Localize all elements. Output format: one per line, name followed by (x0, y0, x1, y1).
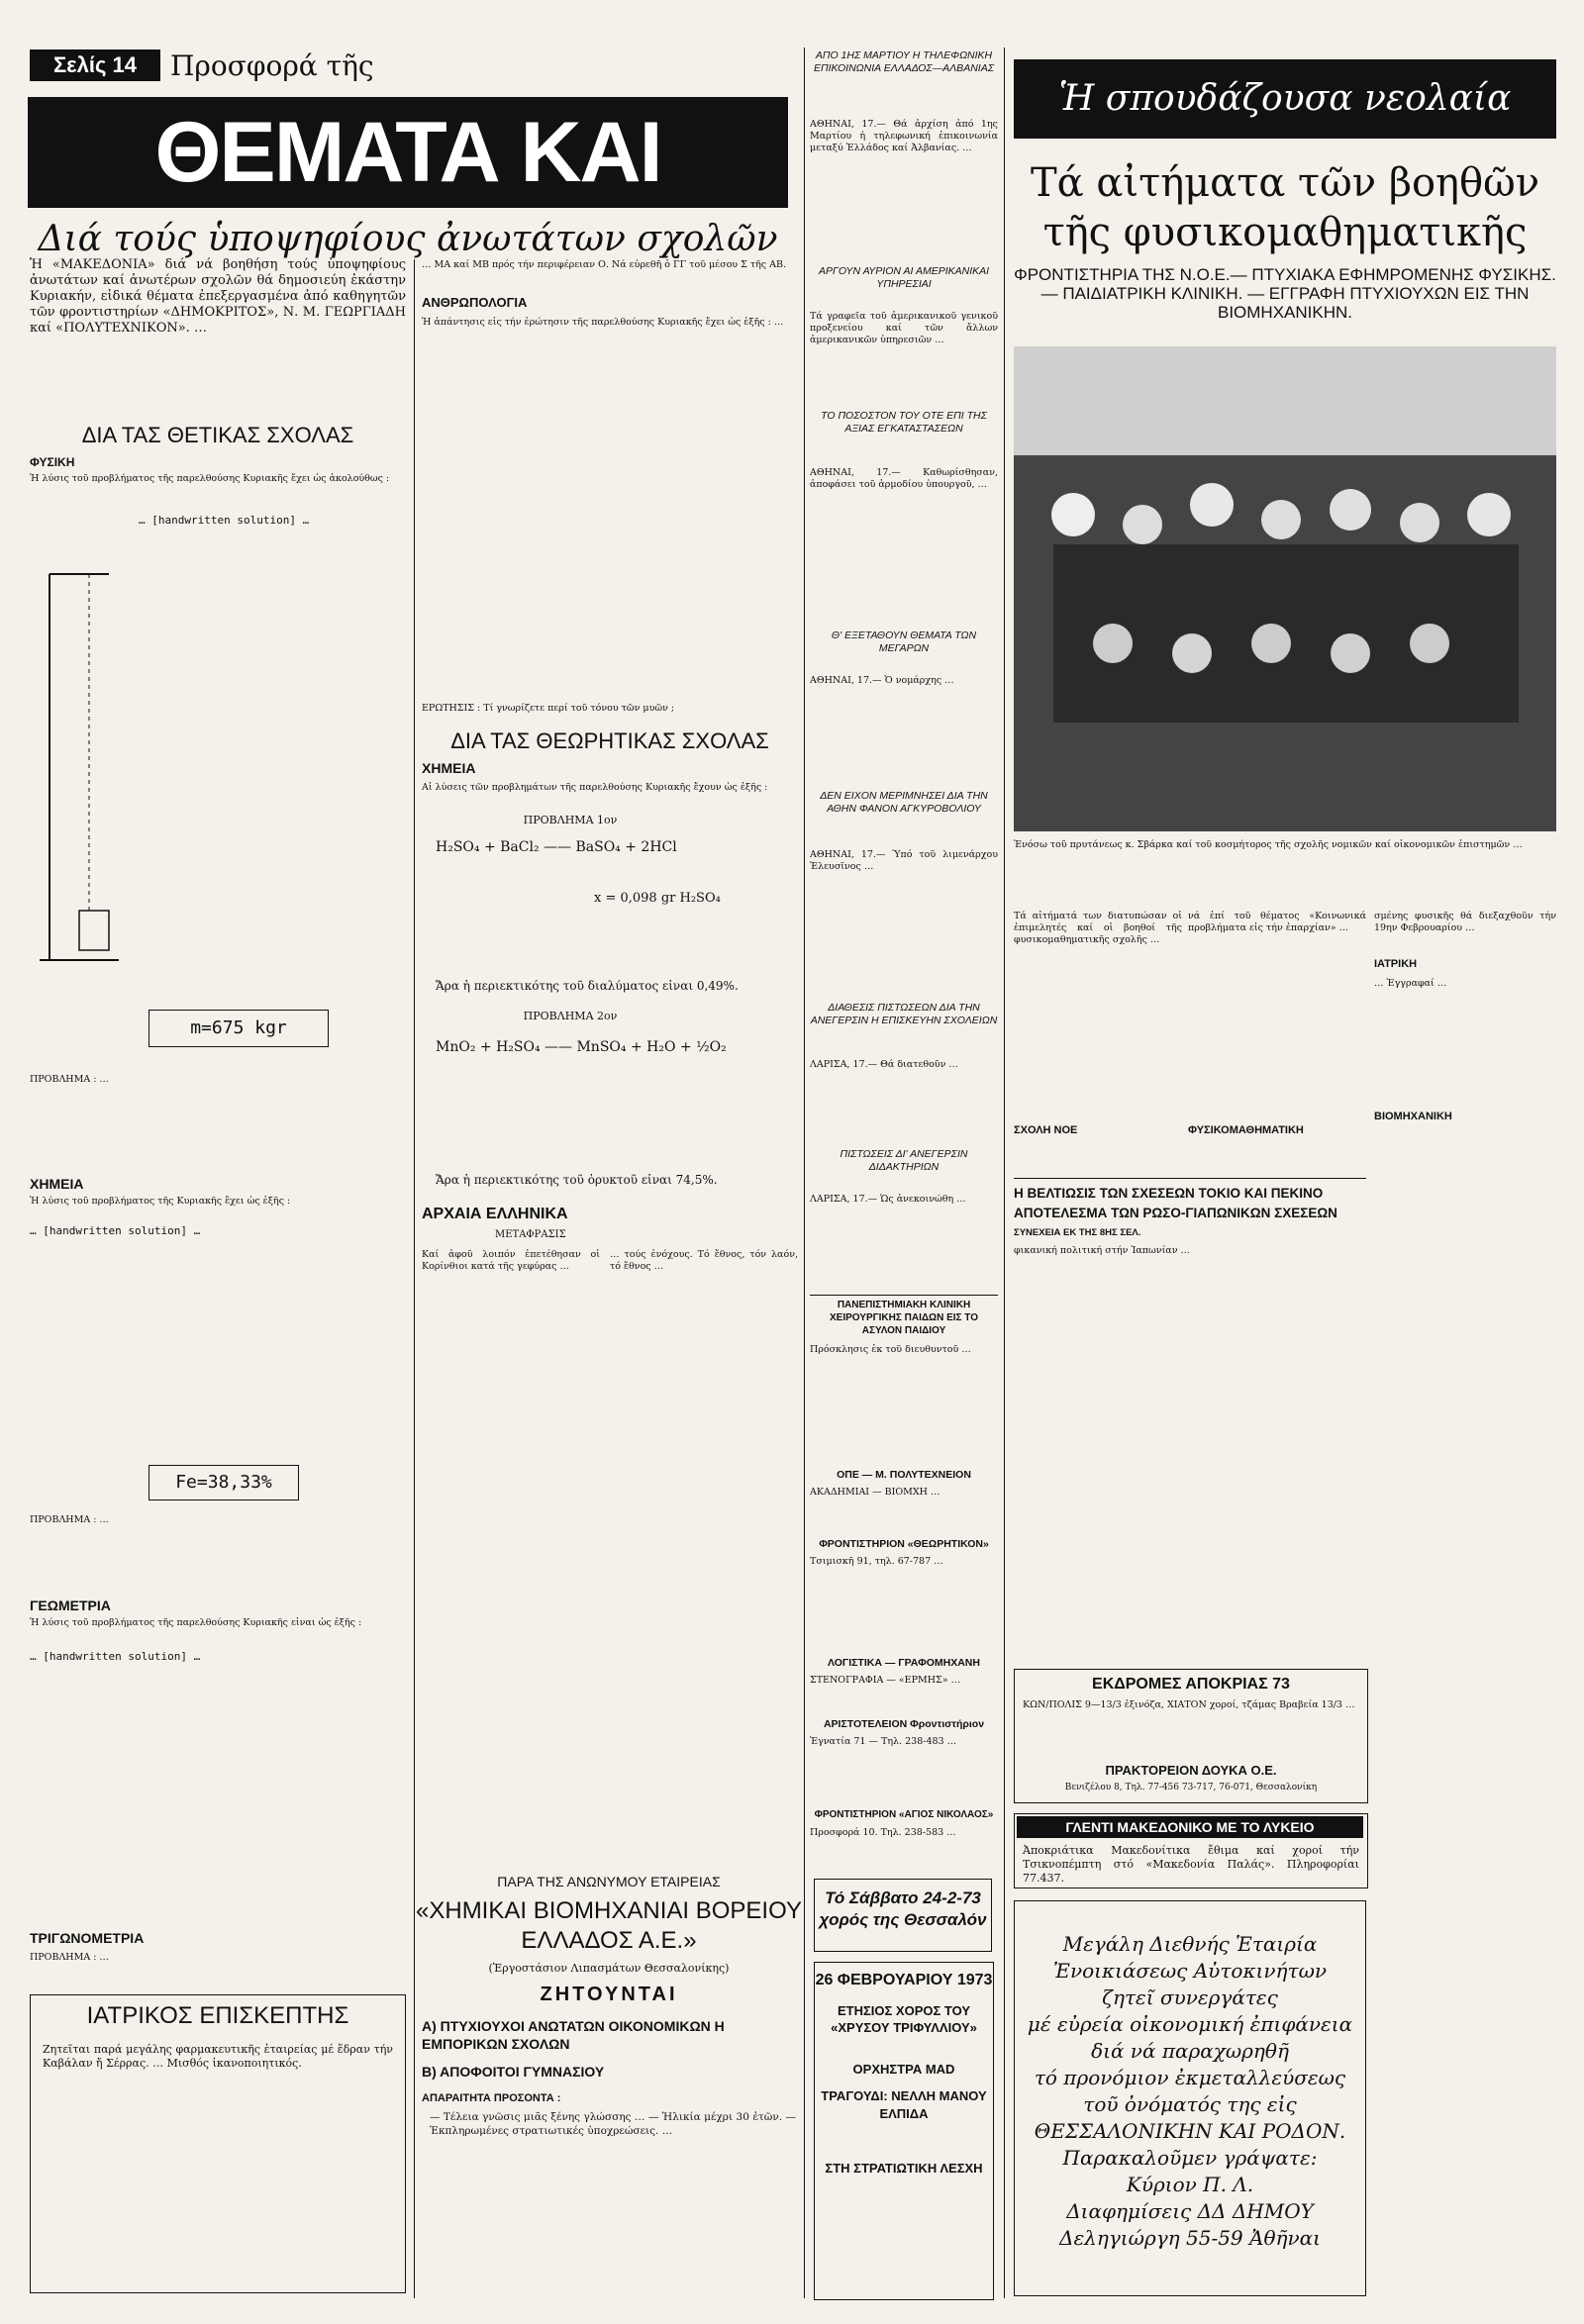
problem-1-label: ΠΡΟΒΛΗΜΑ 1ον (523, 814, 618, 826)
rental-ad-line: διά νά παραχωρηθῆ (1091, 2039, 1289, 2063)
physmath-title: ΦΥΣΙΚΟΜΑΘΗΜΑΤΙΚΗ (1188, 1124, 1304, 1136)
news-3-text: ΑΘΗΝΑΙ, 17.— Καθωρίσθησαν, ἀποφάσει τοῦ ἁρμοδίου ὑπουργοῦ, … (810, 467, 998, 490)
geometry-handwritten-solution: … [handwritten solution] … (30, 1650, 201, 1663)
job-ad-company-sub: (Ἐργοστάσιον Λιπασμάτων Θεσσαλονίκης) (488, 1962, 730, 1975)
clinic-ad-text: Πρόσκλησις ἐκ τοῦ διευθυντοῦ … (810, 1344, 971, 1355)
rental-ad-line: Κύριον Π. Λ. (1126, 2173, 1254, 2196)
anthropology-text: Ἡ ἀπάντησις εἰς τήν ἐρώτησιν τῆς παρελθούσης Κυριακῆς ἔχει ὡς ἑξῆς : … (422, 317, 784, 328)
relations-top-rule (1014, 1178, 1366, 1179)
rental-ad-line: Μεγάλη Διεθνής Ἑταιρία (1062, 1932, 1318, 1956)
news-2-title: ΑΡΓΟΥΝ ΑΥΡΙΟΝ ΑΙ ΑΜΕΡΙΚΑΝΙΚΑΙ ΥΠΗΡΕΣΙΑΙ (818, 265, 990, 290)
youth-banner: Ἡ σπουδάζουσα νεολαία (1014, 59, 1556, 139)
col2-top-text: … ΜΑ καί ΜΒ πρός τήν περιφέρειαν Ο. Νά εὑρεθῆ ὁ ΓΓ τοῦ μέσου Σ τῆς ΑΒ. (422, 259, 786, 270)
logistika-ad-title: ΛΟΓΙΣΤΙΚΑ — ΓΡΑΦΟΜΗΧΑΝΗ (828, 1657, 980, 1669)
physics-problem: ΠΡΟΒΛΗΜΑ : … (30, 1074, 109, 1085)
logistika-ad-text: ΣΤΕΝΟΓΡΑΦΙΑ — «ΕΡΜΗΣ» … (810, 1675, 961, 1686)
chemistry-result-box: Fe=38,33% (148, 1465, 299, 1501)
ancient-greek-text: Καί ἀφοῦ λοιπόν ἐπετέθησαν οἱ Κορίνθιοι κατά τῆς γεφύρας … (422, 1249, 600, 1272)
theoretical-schools-heading: ΔΙΑ ΤΑΣ ΘΕΩΡΗΤΙΚΑΣ ΣΧΟΛΑΣ (450, 728, 769, 753)
news-5-title: ΔΕΝ ΕΙΧΟΝ ΜΕΡΙΜΝΗΣΕΙ ΔΙΑ ΤΗΝ ΑΘΗΝ ΦΑΝΟΝ ΑΓΚΥΡΟΒΟΛΙΟΥ (820, 790, 988, 815)
clinic-ad-title: ΠΑΝΕΠΙΣΤΗΜΙΑΚΗ ΚΛΙΝΙΚΗ ΧΕΙΡΟΥΡΓΙΚΗΣ ΠΑΙΔΩΝ ΕΙΣ ΤΟ ΑΣΥΛΟΝ ΠΑΙΔΙΟΥ (830, 1300, 978, 1336)
dance-ad-2-title: ΕΤΗΣΙΟΣ ΧΟΡΟΣ ΤΟΥ «ΧΡΥΣΟΥ ΤΡΙΦΥΛΛΙΟΥ» (831, 2003, 977, 2035)
news-7-title: ΠΙΣΤΩΣΕΙΣ ΔΙ' ΑΝΕΓΕΡΣΙΝ ΔΙΔΑΚΤΗΡΙΩΝ (840, 1148, 968, 1173)
photo-caption: Ἐνόσω τοῦ πρυτάνεως κ. Σβάρκα καί τοῦ κοσμήτορος τῆς σχολῆς νομικῶν καί οἰκονομικῶν ἐπιστημῶν … (1014, 839, 1523, 850)
news-6-title: ΔΙΑΘΕΣΙΣ ΠΙΣΤΩΣΕΩΝ ΔΙΑ ΤΗΝ ΑΝΕΓΕΡΣΙΝ Η ΕΠΙΣΚΕΥΗΝ ΣΧΟΛΕΙΩΝ (810, 1002, 998, 1026)
result-1-text: Ἄρα ἡ περιεκτικότης τοῦ διαλύματος εἶναι 0,49%. (436, 980, 739, 993)
job-ad-requirements-title: ΑΠΑΡΑΙΤΗΤΑ ΠΡΟΣΟΝΤΑ : (422, 2092, 561, 2104)
glenti-ad-text: Ἀποκριάτικα Μακεδονίτικα ἔθιμα καί χοροί τήν Τσικνοπέμπτη στό «Μακεδονία Παλάς». Πληροφορίαι 77.437. (1023, 1844, 1359, 1885)
main-subheadline: Διά τούς ὑποψηφίους ἀνωτάτων σχολῶν (38, 219, 778, 259)
dance-ad-1: Τό Σάββατο 24-2-73 χορός της Θεσσαλόν (814, 1879, 992, 1952)
problem-2-label: ΠΡΟΒΛΗΜΑ 2ον (523, 1010, 618, 1022)
rental-ad-line: τό προνόμιον ἐκμεταλλεύσεως (1034, 2066, 1346, 2089)
physics-result-box: m=675 kgr (148, 1010, 329, 1047)
rental-ad (1014, 1900, 1366, 2296)
chemistry-note: Ἡ λύσις τοῦ προβλήματος τῆς Κυριακῆς ἔχει ὡς ἑξῆς : (30, 1196, 291, 1207)
job-ad-option-b: Β) ΑΠΟΦΟΙΤΟΙ ΓΥΜΝΑΣΙΟΥ (422, 2064, 605, 2080)
excursion-ad-address: Βενιζέλου 8, Τηλ. 77-456 73-717, 76-071, Θεσσαλονίκη (1064, 1783, 1318, 1792)
chemistry-problem: ΠΡΟΒΛΗΜΑ : … (30, 1514, 109, 1525)
news-divider-right (1004, 48, 1005, 2298)
youth-body-2: νά ἐπί τοῦ θέματος «Κοινωνικά προβλήματα εἰς τήν ἐπαρχίαν» … (1188, 911, 1366, 933)
rental-ad-line: Παρακαλοῦμεν γράψατε: (1062, 2146, 1318, 2170)
right-col-text: … Ἐγγραφαί … (1374, 978, 1447, 989)
news-6-text: ΛΑΡΙΣΑ, 17.— Θά διατεθοῦν … (810, 1059, 958, 1070)
news-divider-left (804, 48, 805, 2298)
rental-ad-line: Διαφημίσεις ΔΔ ΔΗΜΟΥ (1066, 2199, 1314, 2223)
dance-ad-2 (814, 1962, 994, 2300)
job-ad-company: «ΧΗΜΙΚΑΙ ΒΙΟΜΗΧΑΝΙΑΙ ΒΟΡΕΙΟΥ ΕΛΛΑΔΟΣ Α.Ε.» (416, 1897, 802, 1954)
physics-note: Ἡ λύσις τοῦ προβλήματος τῆς παρελθούσης Κυριακῆς ἔχει ὡς ἀκολούθως : (30, 473, 390, 484)
trigonometry-title: ΤΡΙΓΩΝΟΜΕΤΡΙΑ (30, 1930, 145, 1946)
youth-body-3: σμένης φυσικῆς θά διεξαχθοῦν τήν 19ην Φεβρουαρίου … (1374, 911, 1556, 933)
medical-title: ΙΑΤΡΙΚΗ (1374, 958, 1418, 970)
dance-ad-2-singers: ΤΡΑΓΟΥΔΙ: ΝΕΛΛΗ ΜΑΝΟΥ ΕΛΠΙΔΑ (821, 2088, 987, 2121)
anthropology-question: ΕΡΩΤΗΣΙΣ : Τί γνωρίζετε περί τοῦ τόνου τῶν μυῶν ; (422, 703, 675, 714)
positive-schools-heading: ΔΙΑ ΤΑΣ ΘΕΤΙΚΑΣ ΣΧΟΛΑΣ (81, 423, 354, 447)
chemistry-note-2: Αἱ λύσεις τῶν προβλημάτων τῆς παρελθούσης Κυριακῆς ἔχουν ὡς ἑξῆς : (422, 782, 768, 793)
agios-nikolaos-ad-title: ΦΡΟΝΤΙΣΤΗΡΙΟΝ «ΑΓΙΟΣ ΝΙΚΟΛΑΟΣ» (814, 1809, 994, 1820)
physics-diagram (30, 515, 129, 970)
news-4-text: ΑΘΗΝΑΙ, 17.— Ὁ νομάρχης … (810, 675, 954, 686)
doctor-ad (30, 1994, 406, 2293)
main-headline: ΘΕΜΑΤΑ ΚΑΙ (28, 97, 788, 208)
equation-1: H₂SO₄ + BaCl₂ —— BaSO₄ + 2HCl (436, 839, 677, 855)
job-ad (416, 1873, 802, 2298)
dance-ad-2-date: 26 ΦΕΒΡΟΥΑΡΙΟΥ 1973 (815, 1972, 993, 1988)
result-2-text: Ἄρα ἡ περιεκτικότης τοῦ ὀρυκτοῦ εἶναι 74,5%. (436, 1174, 718, 1187)
dance-ad-2-orchestra: ΟΡΧΗΣΤΡΑ MAD (852, 2062, 955, 2077)
glenti-ad (1014, 1813, 1368, 1888)
excursion-ad (1014, 1669, 1368, 1803)
anthropology-title: ΑΝΘΡΩΠΟΛΟΓΙΑ (422, 295, 528, 310)
physics-title: ΦΥΣΙΚΗ (30, 455, 75, 469)
excursion-ad-agency: ΠΡΑΚΤΟΡΕΙΟΝ ΔΟΥΚΑ Ο.Ε. (1105, 1763, 1277, 1778)
ope-ad-text: ΑΚΑΔΗΜΙΑΙ — ΒΙΟΜΧΗ … (810, 1487, 940, 1498)
job-ad-requirements: — Τέλεια γνῶσις μιᾶς ξένης γλώσσης … — Ἡλικία μέχρι 30 ἐτῶν. — Ἐκπληρωμένες στρατιωτικές ὑποχρεώσεις. … (430, 2111, 796, 2137)
rental-ad-line: Ἐνοικιάσεως Αὐτοκινήτων (1052, 1959, 1328, 1983)
rental-ad-line: τοῦ ὀνόματός της εἰς (1083, 2092, 1297, 2116)
news-4-title: Θ' ΕΞΕΤΑΘΟΥΝ ΘΕΜΑΤΑ ΤΩΝ ΜΕΓΑΡΩΝ (831, 629, 977, 654)
rental-ad-line: Δεληγιώργη 55-59 Ἀθῆναι (1059, 2226, 1321, 2250)
relations-subtitle: ΣΥΝΕΧΕΙΑ ΕΚ ΤΗΣ 8ΗΣ ΣΕΛ. (1014, 1227, 1141, 1238)
intro-text: Ἡ «ΜΑΚΕΔΟΝΙΑ» διά νά βοηθήση τούς ὑποψηφίους ἀνωτάτων καί ἀνωτέρων σχολῶν θά δημοσιεύη ἑκάστην Κυριακήν, εἰδικά θέματα ἐπεξεργασμένα ἀπό καθηγητῶν τῶν φροντιστηρίων «ΔΗΜΟΚΡΙΤΟΣ», Ν. Μ. ΓΕΩΡΓΙΑΔΗ καί «ΠΟΛΥΤΕΧΝΙΚΟΝ». … (30, 257, 406, 336)
news-2-text: Τά γραφεῖα τοῦ ἀμερικανικοῦ γενικοῦ προξενείου καί τῶν ἄλλων ἀμερικανικῶν ὑπηρεσιῶν … (810, 311, 998, 345)
theoretikon-ad-text: Τσιμισκῆ 91, τηλ. 67-787 … (810, 1556, 943, 1567)
noe-school-title: ΣΧΟΛΗ ΝΟΕ (1014, 1124, 1078, 1136)
rental-ad-line: ΘΕΣΣΑΛΟΝΙΚΗΝ ΚΑΙ ΡΟΔΟΝ. (1034, 2119, 1346, 2143)
physics-handwritten-solution: … [handwritten solution] … (139, 514, 310, 527)
excursion-ad-text: ΚΩΝ/ΠΟΛΙΣ 9—13/3 ἑξινόζα, ΧΙΑΤΟΝ χοροί, τζάμας Βραβεία 13/3 … (1023, 1699, 1355, 1710)
job-ad-option-a: Α) ΠΤΥΧΙΟΥΧΟΙ ΑΝΩΤΑΤΩΝ ΟΙΚΟΝΟΜΙΚΩΝ Η ΕΜΠΟΡΙΚΩΝ ΣΧΟΛΩΝ (422, 2018, 725, 2052)
news-5-text: ΑΘΗΝΑΙ, 17.— Ὑπό τοῦ λιμενάρχου Ἐλευσῖνος … (810, 849, 998, 872)
geometry-title: ΓΕΩΜΕΤΡΙΑ (30, 1598, 111, 1613)
news-3-title: ΤΟ ΠΟΣΟΣΤΟΝ ΤΟΥ ΟΤΕ ΕΠΙ ΤΗΣ ΑΞΙΑΣ ΕΓΚΑΤΑΣΤΑΣΕΩΝ (821, 410, 987, 435)
agios-nikolaos-ad-text: Προσφορά 10. Τηλ. 238-583 … (810, 1827, 956, 1838)
excursion-ad-title: ΕΚΔΡΟΜΕΣ ΑΠΟΚΡΙΑΣ 73 (1092, 1676, 1290, 1693)
column-divider (414, 259, 415, 2298)
relations-title: Η ΒΕΛΤΙΩΣΙΣ ΤΩΝ ΣΧΕΣΕΩΝ ΤΟΚΙΟ ΚΑΙ ΠΕΚΙΝΟ ΑΠΟΤΕΛΕΣΜΑ ΤΩΝ ΡΩΣΟ-ΓΙΑΠΩΝΙΚΩΝ ΣΧΕΣΕΩΝ (1014, 1186, 1337, 1220)
theoretikon-ad-title: ΦΡΟΝΤΙΣΤΗΡΙΟΝ «ΘΕΩΡΗΤΙΚΟΝ» (819, 1538, 989, 1550)
chemistry-title-2: ΧΗΜΕΙΑ (422, 760, 476, 776)
relations-text: φικανική πολιτική στήν Ἰαπωνίαν … (1014, 1245, 1191, 1256)
industrial-title: ΒΙΟΜΗΧΑΝΙΚΗ (1374, 1111, 1452, 1122)
trigonometry-problem: ΠΡΟΒΛΗΜΑ : … (30, 1952, 109, 1963)
equation-2: MnO₂ + H₂SO₄ —— MnSO₄ + H₂O + ½O₂ (436, 1039, 727, 1055)
geometry-note: Ἡ λύσις τοῦ προβλήματος τῆς παρελθούσης Κυριακῆς εἶναι ὡς ἑξῆς : (30, 1617, 362, 1628)
youth-title: Τά αἰτήματα τῶν βοηθῶν τῆς φυσικομαθηματικῆς (1030, 160, 1540, 255)
job-ad-seek: ΖΗΤΟΥΝΤΑΙ (540, 1984, 678, 2005)
chemistry-handwritten-solution: … [handwritten solution] … (30, 1224, 201, 1237)
doctor-ad-text: Ζητεῖται παρά μεγάλης φαρμακευτικῆς ἑταιρείας μέ ἕδραν τήν Καβάλαν ἤ Σέρρας. … Μισθός ἱκανοποιητικός. (43, 2043, 393, 2070)
rental-ad-line: μέ εὐρεία οἰκονομική ἐπιφάνεια (1027, 2012, 1353, 2036)
section-label: Σελίς 14 (30, 49, 160, 81)
aristoteleion-ad-title: ΑΡΙΣΤΟΤΕΛΕΙΟΝ Φροντιστήριον (823, 1718, 985, 1730)
ancient-greek-subtitle: ΜΕΤΑΦΡΑΣΙΣ (495, 1229, 566, 1240)
result-1: x = 0,098 gr H₂SO₄ (594, 891, 721, 906)
rental-ad-line: ζητεῖ συνεργάτες (1102, 1985, 1278, 2009)
job-ad-above: ΠΑΡΑ ΤΗΣ ΑΝΩΝΥΜΟΥ ΕΤΑΙΡΕΙΑΣ (497, 1874, 721, 1889)
assembly-photo (1014, 346, 1556, 831)
ads-separator (810, 1295, 998, 1296)
news-1-title: ΑΠΟ 1ΗΣ ΜΑΡΤΙΟΥ Η ΤΗΛΕΦΩΝΙΚΗ ΕΠΙΚΟΙΝΩΝΙΑ ΕΛΛΑΔΟΣ—ΑΛΒΑΝΙΑΣ (813, 49, 994, 74)
youth-body-1: Τά αἰτήματά των διατυπώσαν οἱ ἐπιμελητές καί οἱ βοηθοί τῆς φυσικομαθηματικῆς σχολῆς … (1014, 911, 1182, 945)
glenti-ad-title: ΓΛΕΝΤΙ ΜΑΚΕΔΟΝΙΚΟ ΜΕ ΤΟ ΛΥΚΕΙΟ (1017, 1816, 1363, 1838)
dance-ad-2-place: ΣΤΗ ΣΤΡΑΤΙΩΤΙΚΗ ΛΕΣΧΗ (825, 2161, 983, 2176)
news-1-text: ΑΘΗΝΑΙ, 17.— Θά ἀρχίση ἀπό 1ης Μαρτίου ἡ τηλεφωνική ἐπικοινωνία μεταξύ Ἑλλάδος καί Ἀλβανίας. … (810, 119, 998, 153)
news-7-text: ΛΑΡΙΣΑ, 17.— Ὡς ἀνεκοινώθη … (810, 1194, 966, 1205)
aristoteleion-ad-text: Ἐγνατία 71 — Τηλ. 238-483 … (810, 1736, 957, 1747)
chemistry-title: ΧΗΜΕΙΑ (30, 1176, 84, 1192)
doctor-ad-title: ΙΑΤΡΙΚΟΣ ΕΠΙΣΚΕΠΤΗΣ (86, 2002, 349, 2029)
ope-ad-title: ΟΠΕ — Μ. ΠΟΛΥΤΕΧΝΕΙΟΝ (837, 1469, 971, 1481)
ancient-greek-text-2: … τούς ἐνόχους. Τό ἔθνος, τόν λαόν, τό ἔθνος … (610, 1249, 798, 1272)
section-title: Προσφορά τῆς (170, 49, 374, 82)
ancient-greek-title: ΑΡΧΑΙΑ ΕΛΛΗΝΙΚΑ (422, 1206, 568, 1222)
youth-subtitle: ΦΡΟΝΤΙΣΤΗΡΙΑ ΤΗΣ Ν.Ο.Ε.— ΠΤΥΧΙΑΚΑ ΕΦΗΜΡΟΜΕΝΗΣ ΦΥΣΙΚΗΣ.— ΠΑΙΔΙΑΤΡΙΚΗ ΚΛΙΝΙΚΗ. — ΕΓΓΡΑΦΗ ΠΤΥΧΙΟΥΧΩΝ ΕΙΣ ΤΗΝ ΒΙΟΜΗΧΑΝΙΚΗΝ. (1014, 265, 1556, 322)
